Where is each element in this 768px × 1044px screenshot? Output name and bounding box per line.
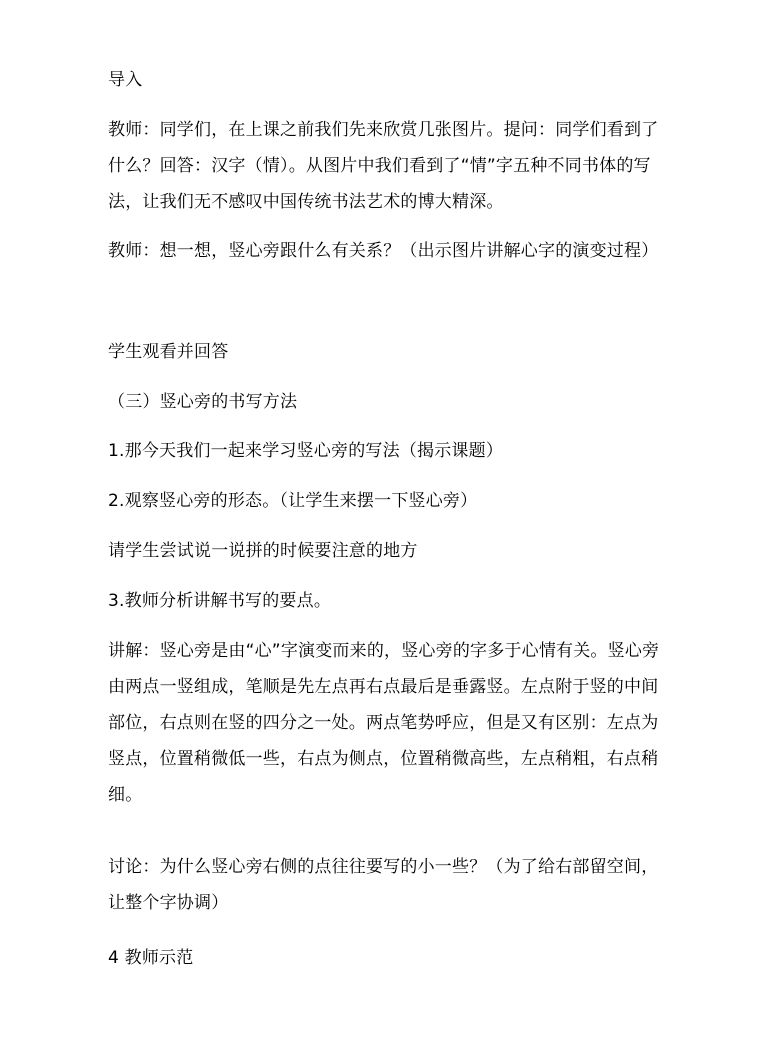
list-item-3: 3.教师分析讲解书写的要点。 bbox=[108, 591, 332, 611]
paragraph-teacher-intro: 教师：同学们，在上课之前我们先来欣赏几张图片。提问：同学们看到了什么？回答：汉字（情）。从图片中我们看到了“情”字五种不同书体的写法，让我们无不感叹中国传统书法艺术的博大精深。 bbox=[108, 120, 659, 212]
section-heading-writing-method: （三）竖心旁的书写方法 bbox=[108, 392, 298, 412]
list-item-4: 4 教师示范 bbox=[108, 948, 194, 968]
section-heading-intro: 导入 bbox=[108, 70, 143, 90]
paragraph-student-answer: 学生观看并回答 bbox=[108, 342, 229, 362]
paragraph-teacher-question: 教师：想一想，竖心旁跟什么有关系？（出示图片讲解心字的演变过程） bbox=[108, 241, 659, 261]
paragraph-explanation: 讲解：竖心旁是由“心”字演变而来的，竖心旁的字多于心情有关。竖心旁由两点一竖组成，笔顺是先左点再右点最后是垂露竖。左点附于竖的中间部位，右点则在竖的四分之一处。两点笔势呼应，但是又有区别：左点为竖点，位置稍微低一些，右点为侧点，位置稍微高些，左点稍粗，右点稍细。 bbox=[108, 641, 660, 805]
paragraph-discussion: 讨论：为什么竖心旁右侧的点往往要写的小一些？（为了给右部留空间，让整个字协调） bbox=[108, 857, 659, 913]
paragraph-student-try: 请学生尝试说一说拼的时候要注意的地方 bbox=[108, 541, 418, 561]
list-item-2: 2.观察竖心旁的形态。（让学生来摆一下竖心旁） bbox=[108, 491, 478, 511]
list-item-1: 1.那今天我们一起来学习竖心旁的写法（揭示课题） bbox=[108, 441, 504, 461]
